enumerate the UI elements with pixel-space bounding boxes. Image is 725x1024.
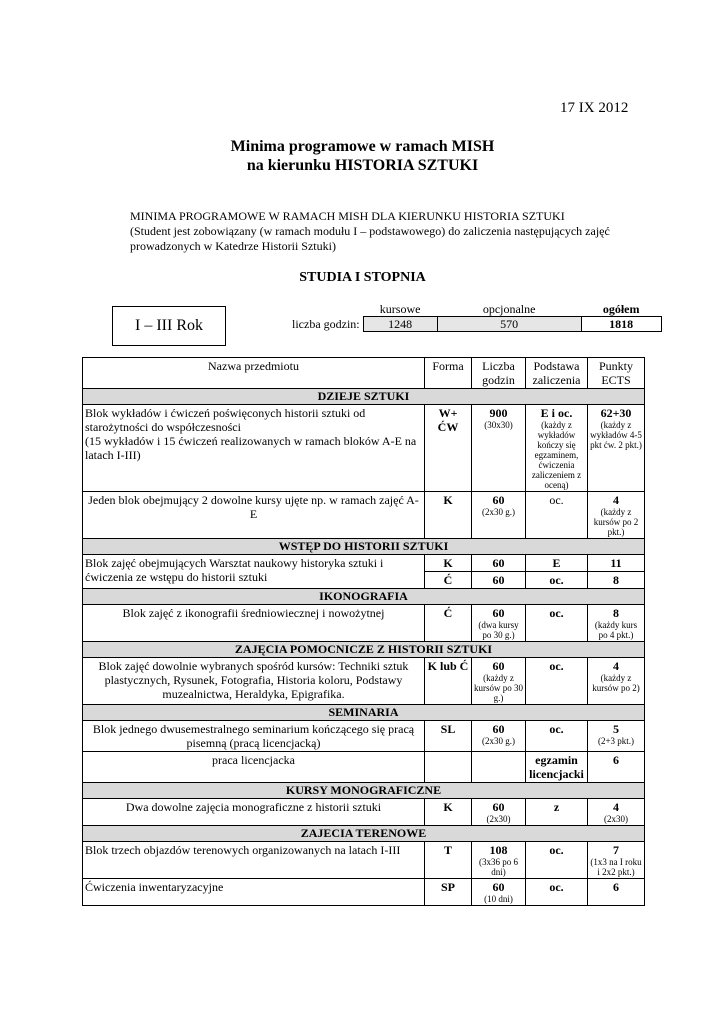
row-pkt: [588, 605, 645, 642]
section-heading: STUDIA I STOPNIA: [299, 270, 426, 285]
row-pkt: [588, 658, 645, 705]
row-godz: [472, 405, 526, 492]
row-forma: K: [425, 799, 472, 826]
row-name-line: Blok wykładów i ćwiczeń poświęconych historii sztuki od starożytności do współczesności: [85, 406, 366, 434]
table-header: [83, 358, 645, 389]
year-box: I – III Rok: [112, 306, 226, 346]
row-pkt: [588, 842, 645, 879]
hours-summary: [290, 302, 662, 332]
table-row: [83, 405, 645, 492]
pkt-value: 4: [613, 493, 619, 507]
table-row: [83, 752, 645, 783]
header-liczba: Liczba godzin: [472, 358, 526, 389]
pkt-note: (2+3 pkt.): [597, 736, 635, 746]
row-podst: oc.: [526, 658, 588, 705]
row-godz: [472, 879, 526, 906]
header-forma: Forma: [425, 358, 472, 389]
godz-value: 60: [492, 606, 505, 620]
table-row: [83, 799, 645, 826]
row-podst: [526, 405, 588, 492]
row-godz: 60: [472, 555, 526, 572]
row-godz: 60: [472, 572, 526, 589]
row-forma: K: [425, 555, 472, 572]
row-pkt: 6: [588, 752, 645, 783]
row-name: praca licencjacka: [83, 752, 425, 783]
pkt-value: 7: [613, 843, 619, 857]
godz-value: 60: [492, 880, 505, 894]
row-podst: oc.: [526, 492, 588, 539]
godz-note: (każdy z kursów po 30 g.): [474, 673, 523, 703]
pkt-value: 5: [613, 722, 619, 736]
table-row: [83, 605, 645, 642]
pkt-note: (każdy kurs po 4 pkt.): [594, 620, 638, 640]
godz-value: 900: [489, 406, 508, 420]
godz-value: 60: [492, 659, 505, 673]
row-name: Blok zajęć dowolnie wybranych spośród kursów: Techniki sztuk plastycznych, Rysunek, Fotografia, Historia koloru, Podstawy muzealnictwa, Heraldyka, Epigrafika.: [83, 658, 425, 705]
row-godz: [472, 492, 526, 539]
row-pkt: [588, 721, 645, 752]
row-forma: W+ ĆW: [425, 405, 472, 492]
hours-label: liczba godzin:: [292, 317, 360, 331]
podst-note: (każdy z wykładów kończy się egzaminem, ćwiczenia zaliczeniem z oceną): [531, 420, 582, 490]
pkt-note: (każdy z kursów po 2): [592, 673, 640, 693]
godz-value: 60: [492, 800, 505, 814]
hours-ogolem: 1818: [581, 317, 661, 332]
row-podst: z: [526, 799, 588, 826]
row-forma: Ć: [425, 572, 472, 589]
page-title: [0, 137, 725, 175]
table-row: [83, 492, 645, 539]
row-name: Jeden blok obejmujący 2 dowolne kursy ujęte np. w ramach zajęć A-E: [83, 492, 425, 539]
row-name: Blok trzech objazdów terenowych organizowanych na latach I-III: [83, 842, 425, 879]
hours-header-kursowe: kursowe: [379, 302, 421, 316]
hours-header-ogolem: ogółem: [602, 302, 640, 316]
section-monograficzne: KURSY MONOGRAFICZNE: [83, 783, 645, 799]
row-forma: K: [425, 492, 472, 539]
section-wstep: WSTĘP DO HISTORII SZTUKI: [83, 539, 645, 555]
pkt-value: 4: [613, 659, 619, 673]
row-pkt: [588, 405, 645, 492]
header-nazwa: Nazwa przedmiotu: [83, 358, 425, 389]
row-godz: [472, 799, 526, 826]
hours-opcjonalne: 570: [437, 317, 581, 332]
intro-text: [130, 209, 650, 254]
header-podstawa: Podstawa zaliczenia: [526, 358, 588, 389]
program-table: [82, 357, 644, 906]
row-name: [83, 405, 425, 492]
row-forma: T: [425, 842, 472, 879]
pkt-value: 8: [613, 606, 619, 620]
row-godz: [472, 752, 526, 783]
section-seminaria: SEMINARIA: [83, 705, 645, 721]
row-pkt: 8: [588, 572, 645, 589]
row-pkt: [588, 492, 645, 539]
godz-note: (2x30 g.): [482, 736, 515, 746]
godz-note: (2x30 g.): [482, 507, 515, 517]
row-name: Blok zajęć obejmujących Warsztat naukowy historyka sztuki i ćwiczenia ze wstępu do historii sztuki: [83, 555, 425, 589]
row-podst: oc.: [526, 842, 588, 879]
row-forma: [425, 752, 472, 783]
section-terenowe: ZAJECIA TERENOWE: [83, 826, 645, 842]
row-forma: Ć: [425, 605, 472, 642]
row-podst: egzamin licencjacki: [526, 752, 588, 783]
row-godz: [472, 721, 526, 752]
podst-value: E i oc.: [540, 406, 573, 420]
hours-kursowe: 1248: [363, 317, 437, 332]
pkt-note: (każdy z wykładów 4-5 pkt ćw. 2 pkt.): [590, 420, 642, 450]
row-name: Ćwiczenia inwentaryzacyjne: [83, 879, 425, 906]
pkt-note: (1x3 na I roku i 2x2 pkt.): [590, 857, 642, 877]
row-forma: K lub Ć: [425, 658, 472, 705]
row-pkt: 11: [588, 555, 645, 572]
godz-note: (2x30): [486, 814, 511, 824]
godz-value: 60: [492, 493, 505, 507]
row-forma: SL: [425, 721, 472, 752]
document-date: 17 IX 2012: [560, 100, 629, 116]
intro-line-1: MINIMA PROGRAMOWE W RAMACH MISH DLA KIERUNKU HISTORIA SZTUKI: [130, 209, 565, 223]
pkt-value: 62+30: [600, 406, 632, 420]
table-row: [83, 658, 645, 705]
table-row: [83, 842, 645, 879]
pkt-value: 4: [613, 800, 619, 814]
title-line-2: na kierunku HISTORIA SZTUKI: [246, 157, 479, 174]
row-podst: oc.: [526, 879, 588, 906]
row-podst: oc.: [526, 721, 588, 752]
row-name: Dwa dowolne zajęcia monograficzne z historii sztuki: [83, 799, 425, 826]
row-podst: oc.: [526, 572, 588, 589]
godz-note: (30x30): [484, 420, 513, 430]
intro-line-2: (Student jest zobowiązany (w ramach modułu I – podstawowego) do zaliczenia następujących zajęć prowadzonych w Katedrze Historii Sztuki): [130, 224, 610, 253]
godz-note: (dwa kursy po 30 g.): [478, 620, 519, 640]
row-name-note: (15 wykładów i 15 ćwiczeń realizowanych w ramach bloków A-E na latach I-III): [85, 434, 417, 462]
row-godz: [472, 658, 526, 705]
row-pkt: 6: [588, 879, 645, 906]
row-name: Blok zajęć z ikonografii średniowiecznej i nowożytnej: [83, 605, 425, 642]
row-godz: [472, 605, 526, 642]
pkt-note: (2x30): [604, 814, 628, 824]
hours-header-opcjonalne: opcjonalne: [482, 302, 536, 316]
godz-value: 60: [492, 722, 505, 736]
table-row: [83, 721, 645, 752]
table-row: [83, 879, 645, 906]
title-line-1: Minima programowe w ramach MISH: [230, 138, 495, 155]
section-pomocnicze: ZAJĘCIA POMOCNICZE Z HISTORII SZTUKI: [83, 642, 645, 658]
row-forma: SP: [425, 879, 472, 906]
table-row: [83, 555, 645, 572]
row-name: Blok jednego dwusemestralnego seminarium kończącego się pracą pisemną (pracą licencjacką): [83, 721, 425, 752]
godz-note: (3x36 po 6 dni): [479, 857, 518, 877]
header-punkty: Punkty ECTS: [588, 358, 645, 389]
row-podst: oc.: [526, 605, 588, 642]
row-pkt: [588, 799, 645, 826]
pkt-note: (każdy z kursów po 2 pkt.): [593, 507, 639, 537]
section-dzieje-sztuki: DZIEJE SZTUKI: [83, 389, 645, 405]
row-godz: [472, 842, 526, 879]
row-podst: E: [526, 555, 588, 572]
godz-value: 108: [489, 843, 508, 857]
godz-note: (10 dni): [484, 894, 513, 904]
section-ikonografia: IKONOGRAFIA: [83, 589, 645, 605]
